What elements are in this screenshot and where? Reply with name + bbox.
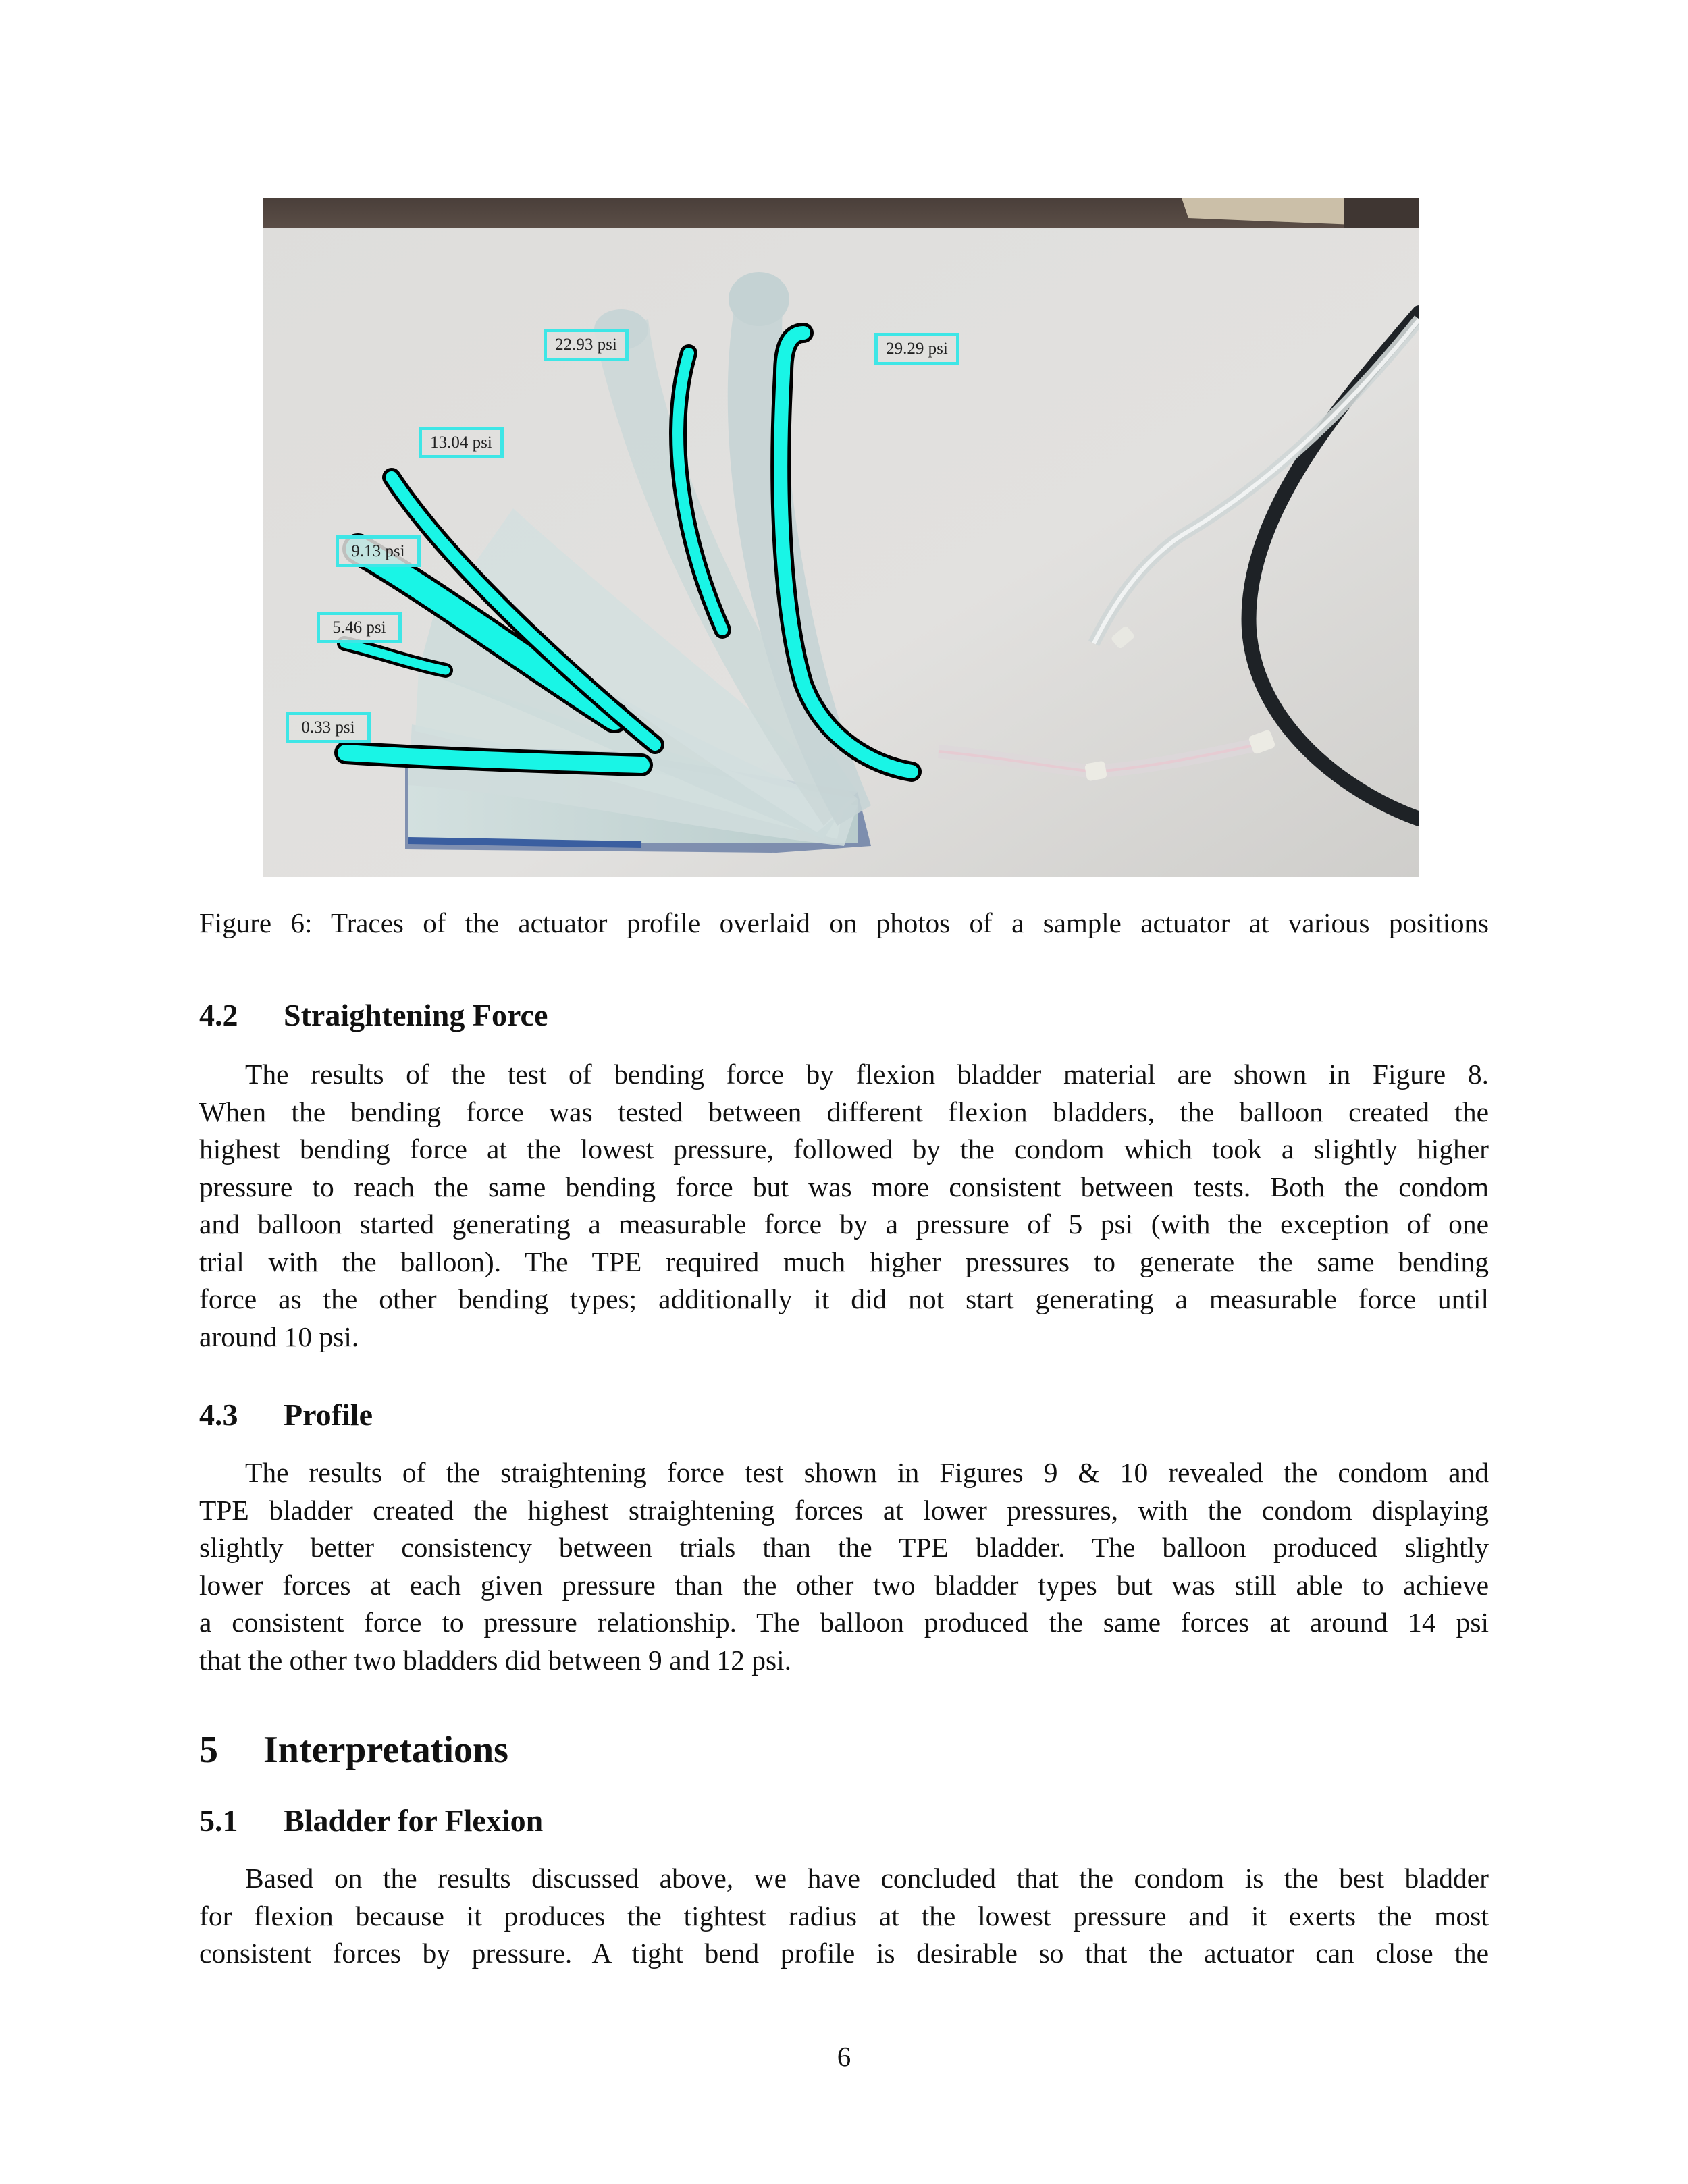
section-number: 4.3 bbox=[199, 1397, 238, 1432]
pressure-label: 13.04 psi bbox=[419, 427, 504, 458]
text-line: consistent forces by pressure. A tight bend profile is desirable so that the actuator can close the bbox=[199, 1938, 1489, 1969]
text-line: pressure to reach the same bending force but was more consistent between tests. Both the condom bbox=[199, 1171, 1489, 1202]
section-heading-5-1 bbox=[199, 1803, 543, 1838]
section-title: Profile bbox=[284, 1397, 373, 1432]
pressure-label: 0.33 psi bbox=[286, 712, 371, 743]
actuator-photo-illustration bbox=[263, 198, 1419, 877]
text-line: When the bending force was tested between different flexion bladders, the balloon created the bbox=[199, 1096, 1489, 1127]
paragraph-4-2 bbox=[199, 1056, 1489, 1356]
text-line: around 10 psi. bbox=[199, 1321, 359, 1352]
figure-caption: Figure 6: Traces of the actuator profile overlaid on photos of a sample actuator at various positions bbox=[199, 907, 1489, 938]
section-title: Bladder for Flexion bbox=[284, 1803, 544, 1838]
text-line: The results of the straightening force test shown in Figures 9 & 10 revealed the condom and bbox=[245, 1457, 1489, 1488]
figure-6-photo bbox=[263, 198, 1419, 877]
section-title: Straightening Force bbox=[284, 998, 548, 1032]
pressure-label: 29.29 psi bbox=[874, 333, 959, 365]
text-line: and balloon started generating a measurable force by a pressure of 5 psi (with the exception of one bbox=[199, 1208, 1489, 1240]
text-line: force as the other bending types; additionally it did not start generating a measurable force until bbox=[199, 1283, 1489, 1314]
pressure-label: 22.93 psi bbox=[544, 329, 629, 361]
section-title: Interpretations bbox=[263, 1729, 508, 1771]
text-line: that the other two bladders did between 9 and 12 psi. bbox=[199, 1644, 792, 1676]
text-line: Based on the results discussed above, we have concluded that the condom is the best bladder bbox=[245, 1863, 1489, 1894]
section-number: 5 bbox=[199, 1729, 218, 1771]
section-heading-5 bbox=[199, 1728, 508, 1772]
text-line: lower forces at each given pressure than the other two bladder types but was still able to achieve bbox=[199, 1569, 1489, 1601]
section-heading-4-2 bbox=[199, 998, 548, 1033]
text-line: TPE bladder created the highest straightening forces at lower pressures, with the condom displaying bbox=[199, 1494, 1489, 1526]
text-line: The results of the test of bending force by flexion bladder material are shown in Figure 8. bbox=[245, 1059, 1489, 1090]
text-line: slightly better consistency between trials than the TPE bladder. The balloon produced slightly bbox=[199, 1532, 1489, 1563]
text-line: highest bending force at the lowest pressure, followed by the condom which took a slightly higher bbox=[199, 1134, 1489, 1165]
section-number: 5.1 bbox=[199, 1803, 238, 1838]
text-line: for flexion because it produces the tightest radius at the lowest pressure and it exerts the most bbox=[199, 1900, 1489, 1932]
text-line: a consistent force to pressure relationship. The balloon produced the same forces at around 14 psi bbox=[199, 1607, 1489, 1638]
paragraph-5-1 bbox=[199, 1860, 1489, 1973]
section-heading-4-3 bbox=[199, 1397, 373, 1433]
section-number: 4.2 bbox=[199, 998, 238, 1032]
pressure-label: 5.46 psi bbox=[317, 612, 402, 643]
page-number: 6 bbox=[837, 2041, 851, 2072]
paragraph-4-3 bbox=[199, 1454, 1489, 1679]
pressure-label: 9.13 psi bbox=[336, 535, 421, 567]
text-line: trial with the balloon). The TPE required much higher pressures to generate the same bending bbox=[199, 1246, 1489, 1277]
